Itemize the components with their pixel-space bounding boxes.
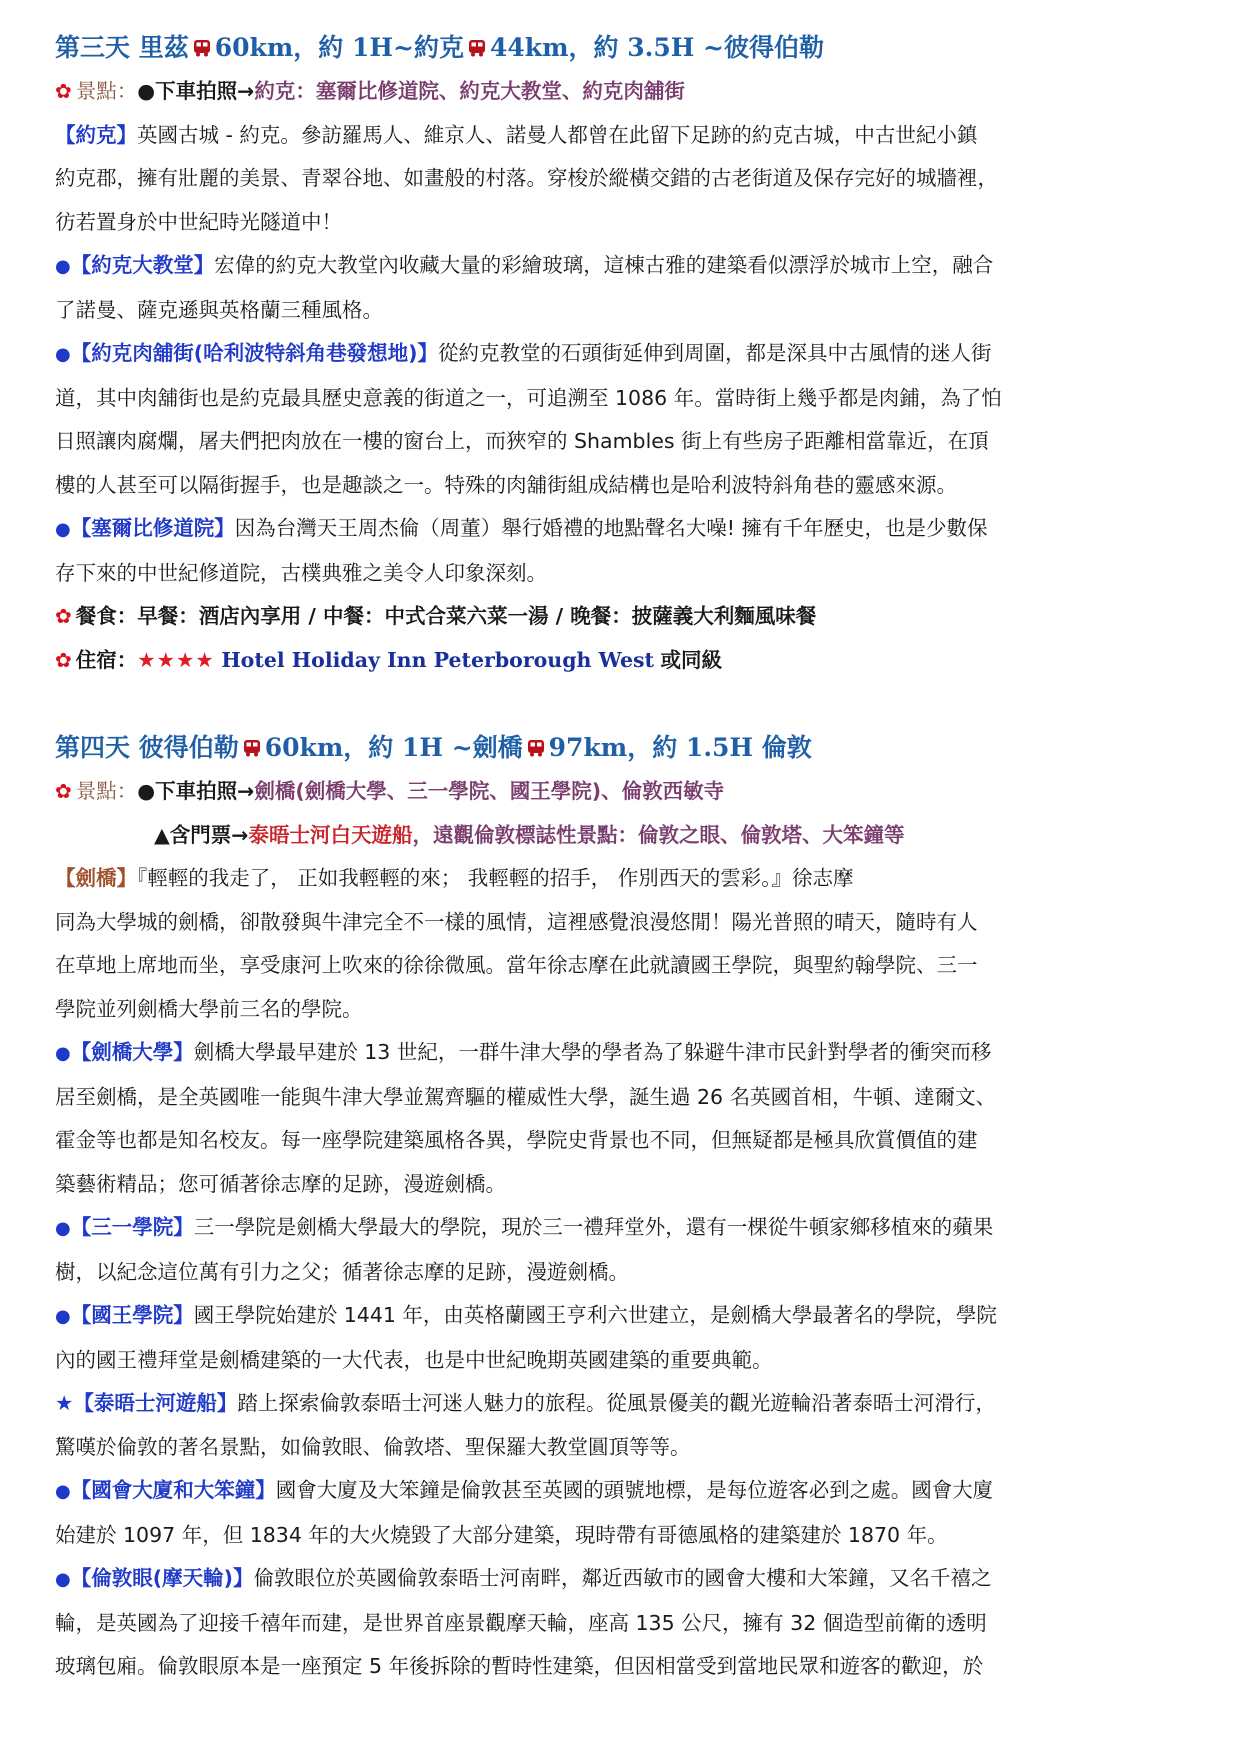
text-line: 樓的人甚至可以隔街握手，也是趣談之一。特殊的肉舖街組成結構也是哈利波特斜角巷的靈感來源。 <box>55 472 957 497</box>
text-line: 存下來的中世紀修道院，古樸典雅之美令人印象深刻。 <box>55 560 547 585</box>
parliament-heading: 【國會大廈和大笨鐘】 <box>70 1478 276 1502</box>
bullet-icon: ● <box>55 1569 71 1590</box>
day4-title <box>55 726 1191 770</box>
day3-title <box>55 26 1191 70</box>
minster-heading: 【約克大教堂】 <box>70 253 215 277</box>
text-line: 國王學院始建於 1441 年，由英格蘭國王亨利六世建立，是劍橋大學最著名的學院，學院 <box>193 1303 997 1327</box>
flower-icon: ✿ <box>55 79 72 103</box>
text-line: 宏偉的約克大教堂內收藏大量的彩繪玻璃，這棟古雅的建築看似漂浮於城市上空，融合 <box>214 253 994 277</box>
thames-paragraph <box>55 1382 1191 1426</box>
kings-paragraph <box>55 1294 1191 1339</box>
day3-meals <box>55 595 1191 639</box>
text-line: 樹，以紀念這位萬有引力之父；循著徐志摩的足跡，漫遊劍橋。 <box>55 1259 629 1284</box>
photo-stop-label: ●下車拍照→ <box>137 779 255 803</box>
text-line: 道，其中肉舖街也是約克最具歷史意義的街道之一，可追溯至 1086 年。當時街上幾乎都是肉鋪，為了怕 <box>55 385 1002 410</box>
london-eye-heading: 【倫敦眼(摩天輪)】 <box>70 1566 254 1590</box>
hotel-suffix: 或同級 <box>660 647 723 672</box>
bus-icon <box>242 728 262 772</box>
hotel-name: Hotel Holiday Inn Peterborough West <box>221 647 654 672</box>
text-line: 驚嘆於倫敦的著名景點，如倫敦眼、倫敦塔、聖保羅大教堂圓頂等等。 <box>55 1434 691 1459</box>
text-line: 英國古城 - 約克。參訪羅馬人、維京人、諾曼人都曾在此留下足跡的約克古城，中古世紀小鎮 <box>137 122 978 147</box>
text-line: 從約克教堂的石頭街延伸到周圍，都是深具中古風情的迷人街 <box>437 341 992 365</box>
text-line: 學院並列劍橋大學前三名的學院。 <box>55 996 363 1021</box>
text-line: 約克郡，擁有壯麗的美景、青翠谷地、如畫般的村落。穿梭於縱橫交錯的古老街道及保存完好的城牆裡， <box>55 166 998 190</box>
text-line: 輪，是英國為了迎接千禧年而建，是世界首座景觀摩天輪，座高 135 公尺，擁有 32 個造型前衛的透明 <box>55 1610 987 1635</box>
university-paragraph <box>55 1031 1191 1076</box>
day4-title-leg1: 60km，約 1H ~劍橋 <box>264 733 523 762</box>
text-line: 彷若置身於中世紀時光隧道中！ <box>55 209 342 234</box>
spot-label: 景點： <box>75 79 138 103</box>
york-paragraph <box>55 114 1191 158</box>
day4-title-leg2: 97km，約 1.5H 倫敦 <box>548 733 812 762</box>
day3-hotel <box>55 639 1191 683</box>
text-line: 三一學院是劍橋大學最大的學院，現於三一禮拜堂外，還有一棵從牛頓家鄉移植來的蘋果 <box>193 1215 994 1239</box>
minster-paragraph <box>55 244 1191 289</box>
shambles-heading: 【約克肉舖街(哈利波特斜角巷發想地)】 <box>70 341 438 365</box>
bullet-icon: ● <box>55 344 71 365</box>
kings-heading: 【國王學院】 <box>70 1303 194 1327</box>
flower-icon: ✿ <box>55 647 72 672</box>
bullet-icon: ● <box>55 1306 71 1327</box>
bus-icon <box>192 28 212 72</box>
university-heading: 【劍橋大學】 <box>70 1040 194 1064</box>
text-line: 了諾曼、薩克遜與英格蘭三種風格。 <box>55 297 383 322</box>
itinerary-page <box>55 26 1191 1689</box>
spot-list: 劍橋(劍橋大學、三一學院、國王學院)、倫敦西敏寺 <box>254 779 725 803</box>
ticket-highlight: 泰晤士河白天遊船 <box>248 822 413 847</box>
star-icon: ★ <box>55 1391 74 1415</box>
cambridge-heading: 【劍橋】 <box>55 866 137 890</box>
selby-paragraph <box>55 507 1191 552</box>
hotel-stars: ★★★★ <box>137 647 215 672</box>
text-line: 始建於 1097 年，但 1834 年的大火燒毀了大部分建築，現時帶有哥德風格的建築建於 1870 年。 <box>55 1522 948 1547</box>
hotel-label: 住宿： <box>75 647 138 672</box>
text-line: 因為台灣天王周杰倫（周董）舉行婚禮的地點聲名大噪! 擁有千年歷史，也是少數保 <box>234 516 988 540</box>
spot-label: 景點： <box>75 779 138 803</box>
text-line: 劍橋大學最早建於 13 世紀，一群牛津大學的學者為了躲避牛津市民針對學者的衝突而移 <box>193 1040 992 1064</box>
bullet-icon: ● <box>55 1218 71 1239</box>
day3-title-leg1: 60km，約 1H~約克 <box>214 33 464 62</box>
shambles-paragraph <box>55 332 1191 377</box>
text-line: 日照讓肉腐爛，屠夫們把肉放在一樓的窗台上，而狹窄的 Shambles 街上有些房子距離相當靠近，在頂 <box>55 429 989 453</box>
day3-spots <box>55 70 1191 114</box>
day3-title-leg2: 44km，約 3.5H ~彼得伯勒 <box>489 33 824 62</box>
day4-spots <box>55 770 1191 814</box>
bus-icon <box>526 728 546 772</box>
day4-title-start: 第四天 彼得伯勒 <box>55 733 239 762</box>
ticket-label: ▲含門票→ <box>154 822 249 847</box>
text-line: 內的國王禮拜堂是劍橋建築的一大代表，也是中世紀晚期英國建築的重要典範。 <box>55 1347 773 1372</box>
text-line: 國會大廈及大笨鐘是倫敦甚至英國的頭號地標，是每位遊客必到之處。國會大廈 <box>275 1478 994 1502</box>
trinity-paragraph <box>55 1206 1191 1251</box>
text-line: 倫敦眼位於英國倫敦泰晤士河南畔，鄰近西敏市的國會大樓和大笨鐘，又名千禧之 <box>253 1566 992 1590</box>
text-line: 築藝術精品；您可循著徐志摩的足跡，漫遊劍橋。 <box>55 1171 506 1196</box>
text-line: 居至劍橋，是全英國唯一能與牛津大學並駕齊驅的權威性大學，誕生過 26 名英國首相，牛頓、達爾文、 <box>55 1084 997 1109</box>
meal-text: 早餐：酒店內享用 / 中餐：中式合菜六菜一湯 / 晚餐：披薩義大利麵風味餐 <box>137 604 817 628</box>
text-line: 踏上探索倫敦泰晤士河迷人魅力的旅程。從風景優美的觀光遊輪沿著泰晤士河滑行， <box>237 1391 996 1415</box>
flower-icon: ✿ <box>55 779 72 803</box>
selby-heading: 【塞爾比修道院】 <box>70 516 235 540</box>
text-line: 『輕輕的我走了， 正如我輕輕的來； 我輕輕的招手， 作別西天的雲彩。』徐志摩 <box>137 866 854 890</box>
photo-stop-label: ●下車拍照→ <box>137 79 255 103</box>
text-line: 霍金等也都是知名校友。每一座學院建築風格各異，學院史背景也不同，但無疑都是極具欣賞價值的建 <box>55 1128 978 1152</box>
parliament-paragraph <box>55 1469 1191 1514</box>
bullet-icon: ● <box>55 1043 71 1064</box>
meal-label: 餐食： <box>75 604 138 628</box>
trinity-heading: 【三一學院】 <box>70 1215 194 1239</box>
cambridge-paragraph <box>55 857 1191 901</box>
york-heading: 【約克】 <box>55 122 137 147</box>
bullet-icon: ● <box>55 1481 71 1502</box>
text-line: 同為大學城的劍橋，卻散發與牛津完全不一樣的風情，這裡感覺浪漫悠閒！陽光普照的晴天，隨時有人 <box>55 909 978 934</box>
london-eye-paragraph <box>55 1557 1191 1602</box>
bullet-icon: ● <box>55 256 71 277</box>
thames-heading: 【泰晤士河遊船】 <box>73 1391 238 1415</box>
text-line: 玻璃包廂。倫敦眼原本是一座預定 5 年後拆除的暫時性建築，但因相當受到當地民眾和遊客的歡迎，於 <box>55 1654 984 1678</box>
spot-list: 約克：塞爾比修道院、約克大教堂、約克肉舖街 <box>254 79 685 103</box>
text-line: 在草地上席地而坐，享受康河上吹來的徐徐微風。當年徐志摩在此就讀國王學院，與聖約翰學院、三一 <box>55 953 978 977</box>
day4-tickets <box>55 814 1191 858</box>
day3-title-start: 第三天 里茲 <box>55 33 189 62</box>
flower-icon: ✿ <box>55 604 72 628</box>
bullet-icon: ● <box>55 519 71 540</box>
ticket-rest: ，遠觀倫敦標誌性景點：倫敦之眼、倫敦塔、大笨鐘等 <box>412 822 905 847</box>
bus-icon <box>467 28 487 72</box>
